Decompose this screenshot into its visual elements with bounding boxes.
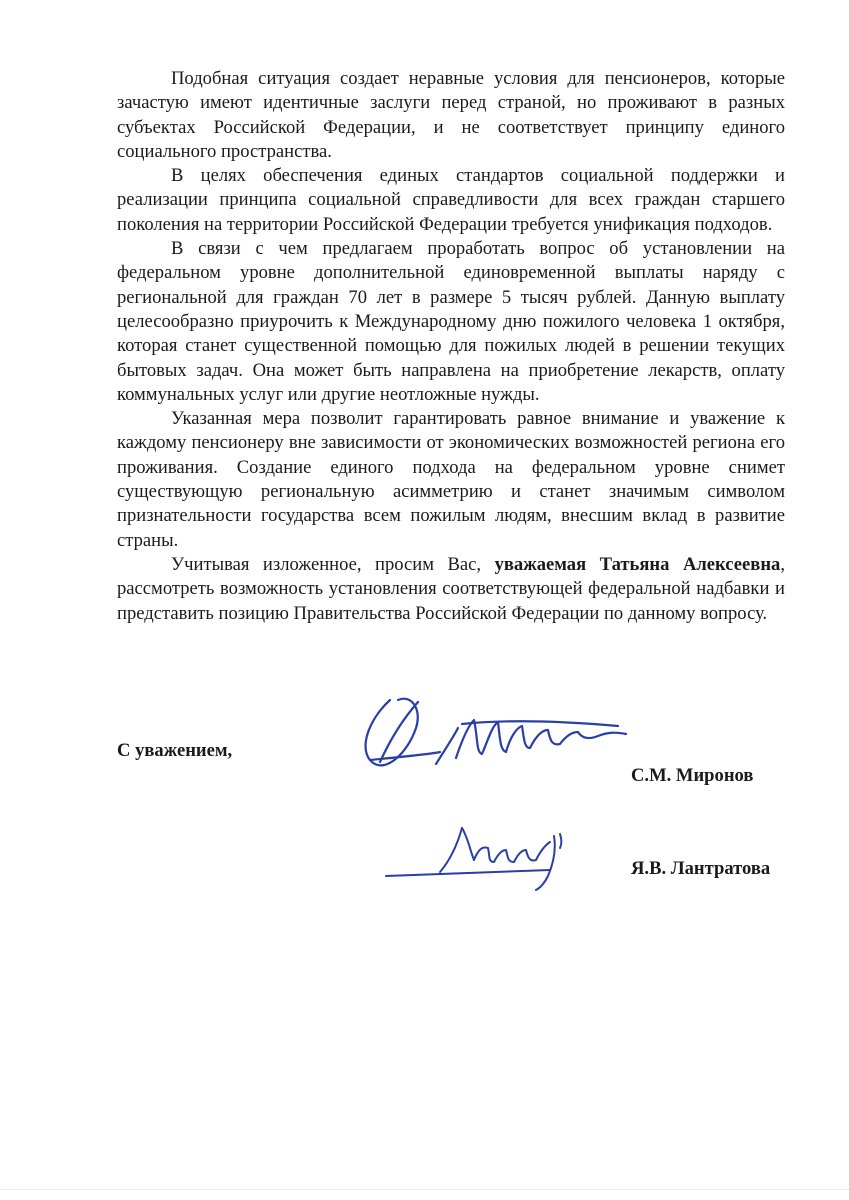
signature-lantratova [378,812,578,892]
paragraph-5-rest: , рассмотреть возможность установления соответствующей федеральной надбавки и представить позицию Правительства Российской Федерации по данному вопросу. [117,553,785,624]
letter-body [117,67,785,626]
closing-phrase: С уважением, [117,740,233,761]
paragraph-1: Подобная ситуация создает неравные условия для пенсионеров, которые зачастую имеют идентичные заслуги перед страной, но проживают в разных субъектах Российской Федерации, и не соответствует принципу единого социального пространства. [117,68,785,162]
addressee-name: уважаемая Татьяна Алексеевна [494,553,781,575]
paragraph-4: Указанная мера позволит гарантировать равное внимание и уважение к каждому пенсионеру вне зависимости от экономических возможностей региона его проживания. Создание единого подхода на федеральном уровне снимет существующую региональную асимметрию и станет значимым символом признательности государства всем пожилым людям, внесшим вклад в развитие страны. [117,408,785,551]
paragraph-2: В целях обеспечения единых стандартов социальной поддержки и реализации принципа социальной справедливости для всех граждан старшего поколения на территории Российской Федерации требуется унификация подходов. [117,165,785,235]
signer-name-1: С.М. Миронов [631,765,754,786]
paragraph-5 [117,553,785,626]
paragraph-5-lead: Учитывая изложенное, просим Вас, [171,553,495,575]
paragraph-3: В связи с чем предлагаем проработать вопрос об установлении на федеральном уровне дополнительной единовременной выплаты наряду с региональной для граждан 70 лет в размере 5 тысяч рублей. Данную выплату целесообразно приурочить к Международному дню пожилого человека 1 октября, которая станет существенной помощью для пожилых людей в решении текущих бытовых задач. Она может быть направлена на приобретение лекарств, оплату коммунальных услуг или другие неотложные нужды. [117,238,785,405]
signer-name-2: Я.В. Лантратова [631,858,771,879]
page-bottom-rule [0,1189,849,1190]
signature-mironov [350,680,650,790]
